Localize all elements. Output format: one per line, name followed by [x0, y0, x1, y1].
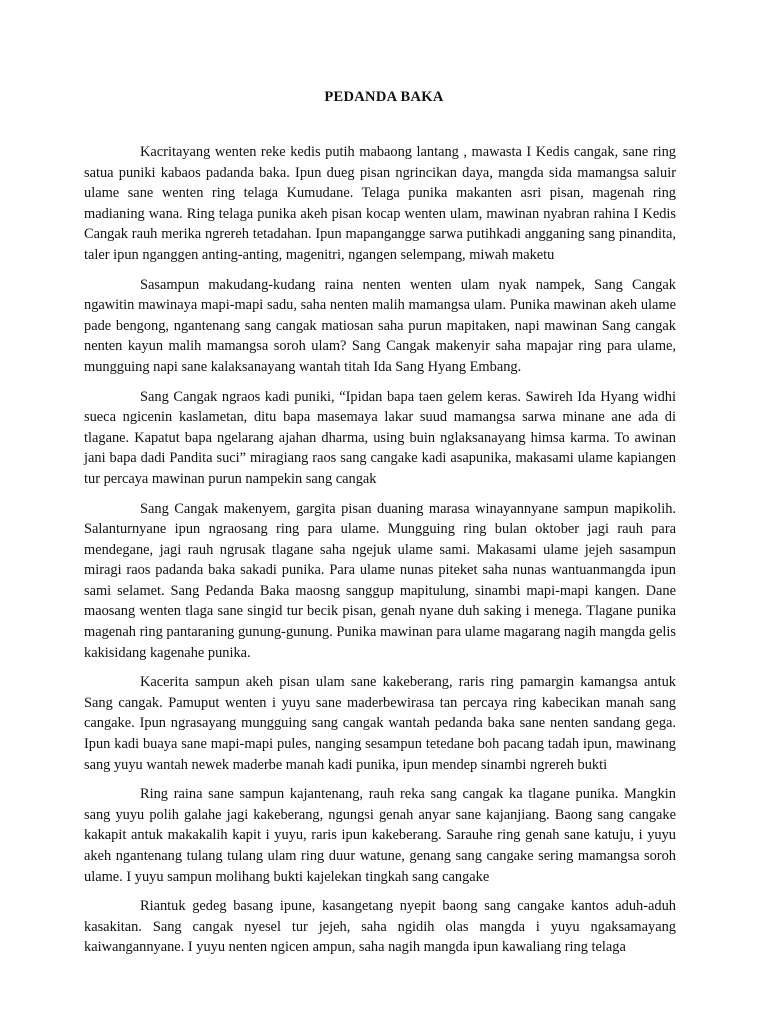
paragraph-5: Kacerita sampun akeh pisan ulam sane kakeberang, raris ring pamargin kamangsa antuk Sang cangak. Pamuput wenten i yuyu sane maderbewirasa tan percaya ring kabecikan manah sang cangake. Ipun ngrasayang mungguing sang cangak wantah pedanda baka sane nenten sandang gega. Ipun kadi buaya sane mapi-mapi pules, nanging sesampun tetedane boh pacang tadah ipun, mawinang sang yuyu wantah newek maderbe manah kadi punika, ipun mendep sinambi ngrereh bukti — [84, 674, 676, 773]
paragraph-3: Sang Cangak ngraos kadi puniki, “Ipidan bapa taen gelem keras. Sawireh Ida Hyang widhi sueca ngicenin kaslametan, ditu bapa masemaya lakar suud mamangsa sarwa minane ane ada di tlagane. Kapatut bapa ngelarang ajahan dharma, using buin nglaksanayang himsa karma. To awinan jani bapa dadi Pandita suci” miragiang raos sang cangake kadi asapunika, makasami ulame kapiangen tur percaya mawinan purun nampekin sang cangak — [84, 388, 676, 487]
paragraph-7: Riantuk gedeg basang ipune, kasangetang nyepit baong sang cangake kantos aduh-aduh kasakitan. Sang cangak nyesel tur jejeh, saha ngidih olas mangda i yuyu ngaksamayang kaiwangannyane. I yuyu nenten ngicen ampun, saha nagih mangda ipun kawaliang ring telaga — [84, 898, 676, 956]
paragraph-2: Sasampun makudang-kudang raina nenten wenten ulam nyak nampek, Sang Cangak ngawitin mawinaya mapi-mapi sadu, saha nenten malih mamangsa ulam. Punika mawinan akeh ulame pade bengong, ngantenang sang cangak matiosan saha purun mapitaken, napi mawinan Sang cangak nenten kayun malih mamangsa soroh ulam? Sang Cangak makenyir saha mapajar ring para ulame, mungguing napi sane kalaksanayang wantah titah Ida Sang Hyang Embang. — [84, 276, 676, 375]
document-body — [84, 142, 676, 967]
document-title: PEDANDA BAKA — [324, 89, 444, 105]
paragraph-1: Kacritayang wenten reke kedis putih mabaong lantang , mawasta I Kedis cangak, sane ring satua puniki kabaos padanda baka. Ipun dueg pisan ngrincikan daya, mangda sida mamangsa saluir ulame sane wenten ring telaga Kumudane. Telaga punika makanten asri pisan, magenah ring madianing wana. Ring telaga punika akeh pisan kocap wenten ulam, mawinan nyabran rahina I Kedis Cangak rauh merika ngrereh tetadahan. Ipun mapangangge sarwa putihkadi angganing sang pinandita, taler ipun nganggen anting-anting, magenitri, ngangen selempang, miwah maketu — [84, 144, 676, 263]
paragraph-4: Sang Cangak makenyem, gargita pisan duaning marasa winayannyane sampun mapikolih. Salanturnyane ipun ngraosang ring para ulame. Mungguing ring bulan oktober jagi rauh para mendegane, jagi rauh ngrusak tlagane saha ngejuk ulame sami. Makasami ulame jejeh sasampun miragi raos padanda baka sakadi punika. Para ulame nunas piteket saha nunas wantuanmangda ipun sami selamet. Sang Pedanda Baka maosng sanggup mapitulung, sinambi mapi-mapi kangen. Dane maosang wenten tlaga sane singid tur becik pisan, genah nyane duh saking i menega. Tlagane punika magenah ring pantaraning gunung-gunung. Punika mawinan para ulame magarang nagih mangda gelis kakisidang kagenahe punika. — [84, 500, 676, 661]
paragraph-6: Ring raina sane sampun kajantenang, rauh reka sang cangak ka tlagane punika. Mangkin sang yuyu polih galahe jagi kakeberang, ngungsi genah anyar sane kajanjiang. Baong sang cangake kakapit antuk makakalih kapit i yuyu, raris ipun kakeberang. Sarauhe ring genah sane katuju, i yuyu akeh ngantenang tulang tulang ulam ring duur watune, genang sang cangake sering mamangsa soroh ulame. I yuyu sampun molihang bukti kajelekan tingkah sang cangake — [84, 786, 676, 885]
